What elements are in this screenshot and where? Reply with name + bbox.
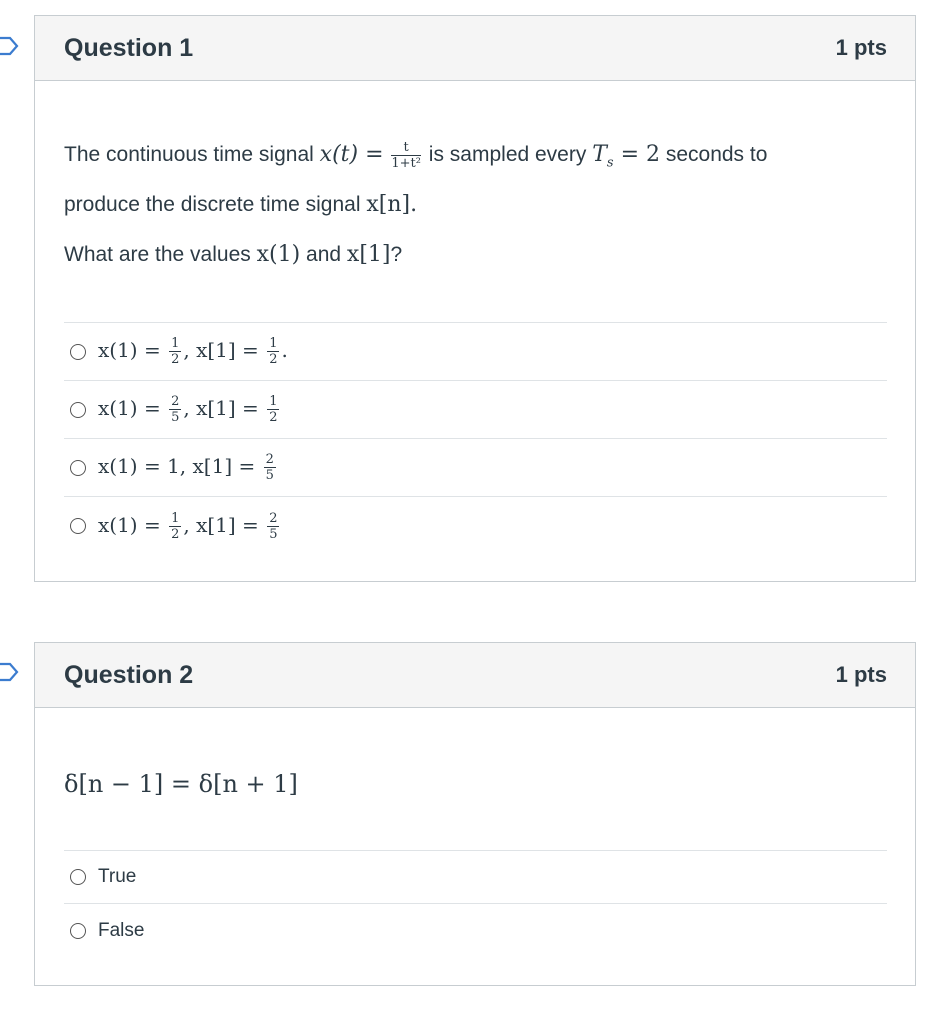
question-prompt-line-3: What are the values x(1) and x[1]? bbox=[64, 242, 403, 268]
radio-button[interactable] bbox=[70, 923, 86, 939]
answer-list bbox=[64, 322, 887, 555]
answer-option-2[interactable] bbox=[64, 381, 887, 439]
answer-list bbox=[64, 850, 887, 957]
answer-option-1[interactable] bbox=[64, 323, 887, 381]
question-title: Question 1 bbox=[64, 33, 194, 62]
radio-button[interactable] bbox=[70, 460, 86, 476]
radio-button[interactable] bbox=[70, 402, 86, 418]
answer-option-3[interactable] bbox=[64, 439, 887, 497]
question-2 bbox=[34, 642, 916, 986]
signal-fraction: $\frac{t}{\text{1+t²}}$ bbox=[391, 139, 421, 171]
question-prompt-line-2: produce the discrete time signal x[n]. bbox=[64, 192, 418, 218]
sampling-period: $T_s = 2$ bbox=[592, 142, 660, 171]
question-statement: δ[n − 1] = δ[n + 1] bbox=[64, 770, 298, 798]
radio-button[interactable] bbox=[70, 869, 86, 885]
answer-label: True bbox=[98, 866, 137, 887]
question-1 bbox=[34, 15, 916, 582]
question-body bbox=[35, 134, 915, 555]
answer-label: x(1) = 1, x[1] = $\frac{2}{5}$ bbox=[98, 452, 274, 484]
flag-question-icon[interactable] bbox=[0, 662, 20, 682]
radio-button[interactable] bbox=[70, 344, 86, 360]
question-title: Question 2 bbox=[64, 660, 194, 689]
flag-question-icon[interactable] bbox=[0, 36, 20, 56]
answer-option-true[interactable] bbox=[64, 851, 887, 904]
answer-label: x(1) = $\frac{1}{2}$ , x[1] = $\frac{1}{2}$ . bbox=[98, 336, 288, 368]
radio-button[interactable] bbox=[70, 518, 86, 534]
signal-equation: x(t) = bbox=[319, 142, 384, 167]
question-header bbox=[35, 16, 915, 81]
question-points: 1 pts bbox=[835, 662, 887, 687]
question-body bbox=[35, 764, 915, 957]
answer-label: x(1) = $\frac{1}{2}$ , x[1] = $\frac{2}{5}$ bbox=[98, 510, 278, 542]
answer-option-4[interactable] bbox=[64, 497, 887, 555]
answer-label: False bbox=[98, 919, 145, 941]
question-points: 1 pts bbox=[835, 35, 887, 60]
discrete-signal: x[n]. bbox=[366, 192, 418, 218]
answer-option-false[interactable] bbox=[64, 904, 887, 957]
question-header bbox=[35, 643, 915, 708]
question-prompt-line-1: The continuous time signal x(t) = $\frac{t}{\text{1+t²}}$ is sampled every $T_s = 2$ seconds to bbox=[64, 139, 768, 171]
answer-label: x(1) = $\frac{2}{5}$ , x[1] = $\frac{1}{2}$ bbox=[98, 394, 278, 426]
